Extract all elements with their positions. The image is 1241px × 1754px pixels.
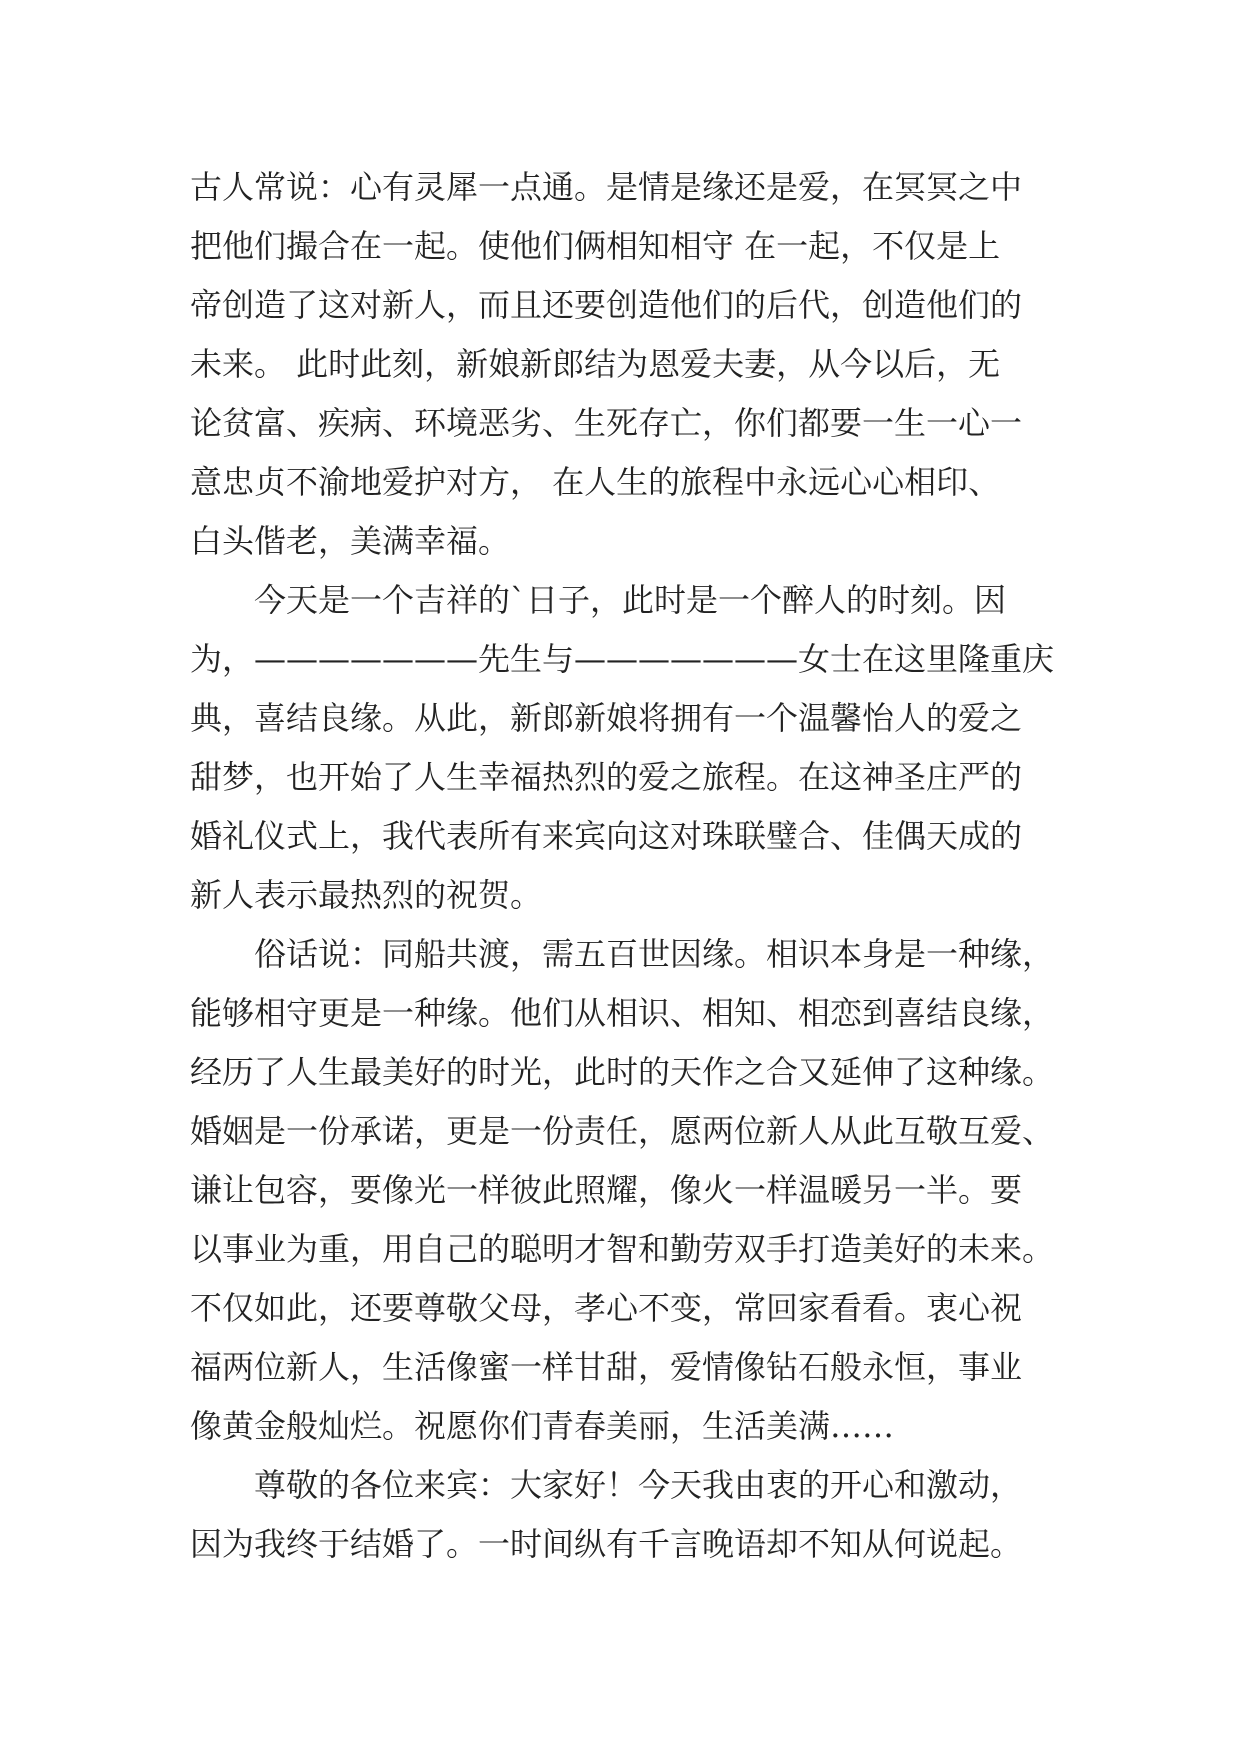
- document-body: [190, 158, 1070, 1574]
- text-line: 福两位新人，生活像蜜一样甘甜，爱情像钻石般永恒，事业: [190, 1348, 1023, 1386]
- text-line: 意忠贞不渝地爱护对方， 在人生的旅程中永远心心相印、: [190, 463, 1001, 501]
- text-line: 新人表示最热烈的祝贺。: [190, 876, 543, 914]
- text-line: 婚礼仪式上，我代表所有来宾向这对珠联璧合、佳偶天成的: [190, 817, 1023, 855]
- text-line: 今天是一个吉祥的`日子，此时是一个醉人的时刻。因: [254, 581, 1007, 619]
- text-line: 甜梦，也开始了人生幸福热烈的爱之旅程。在这神圣庄严的: [190, 758, 1023, 796]
- text-line: 以事业为重，用自己的聪明才智和勤劳双手打造美好的未来。: [190, 1230, 1055, 1268]
- text-line: 尊敬的各位来宾：大家好！今天我由衷的开心和激动，: [254, 1466, 1023, 1504]
- text-line: 像黄金般灿烂。祝愿你们青春美丽，生活美满……: [190, 1407, 895, 1445]
- text-line: 能够相守更是一种缘。他们从相识、相知、相恋到喜结良缘，: [190, 994, 1055, 1032]
- text-line: 未来。 此时此刻，新娘新郎结为恩爱夫妻，从今以后，无: [190, 345, 1001, 383]
- text-line: 把他们撮合在一起。使他们俩相知相守 在一起，不仅是上: [190, 227, 1001, 265]
- text-line: 白头偕老，美满幸福。: [190, 522, 511, 560]
- text-line: 帝创造了这对新人，而且还要创造他们的后代，创造他们的: [190, 286, 1023, 324]
- text-line: 俗话说：同船共渡，需五百世因缘。相识本身是一种缘，: [254, 935, 1055, 973]
- text-line: 为，———————先生与———————女士在这里隆重庆: [190, 640, 1055, 678]
- text-line: 典，喜结良缘。从此，新郎新娘将拥有一个温馨怡人的爱之: [190, 699, 1023, 737]
- text-line: 论贫富、疾病、环境恶劣、生死存亡，你们都要一生一心一: [190, 404, 1023, 442]
- text-line: 古人常说：心有灵犀一点通。是情是缘还是爱，在冥冥之中: [190, 168, 1023, 206]
- text-line: 婚姻是一份承诺，更是一份责任，愿两位新人从此互敬互爱、: [190, 1112, 1055, 1150]
- text-line: 经历了人生最美好的时光，此时的天作之合又延伸了这种缘。: [190, 1053, 1055, 1091]
- text-line: 谦让包容，要像光一样彼此照耀，像火一样温暖另一半。要: [190, 1171, 1023, 1209]
- text-line: 因为我终于结婚了。一时间纵有千言晚语却不知从何说起。: [190, 1525, 1023, 1563]
- text-line: 不仅如此，还要尊敬父母，孝心不变，常回家看看。衷心祝: [190, 1289, 1023, 1327]
